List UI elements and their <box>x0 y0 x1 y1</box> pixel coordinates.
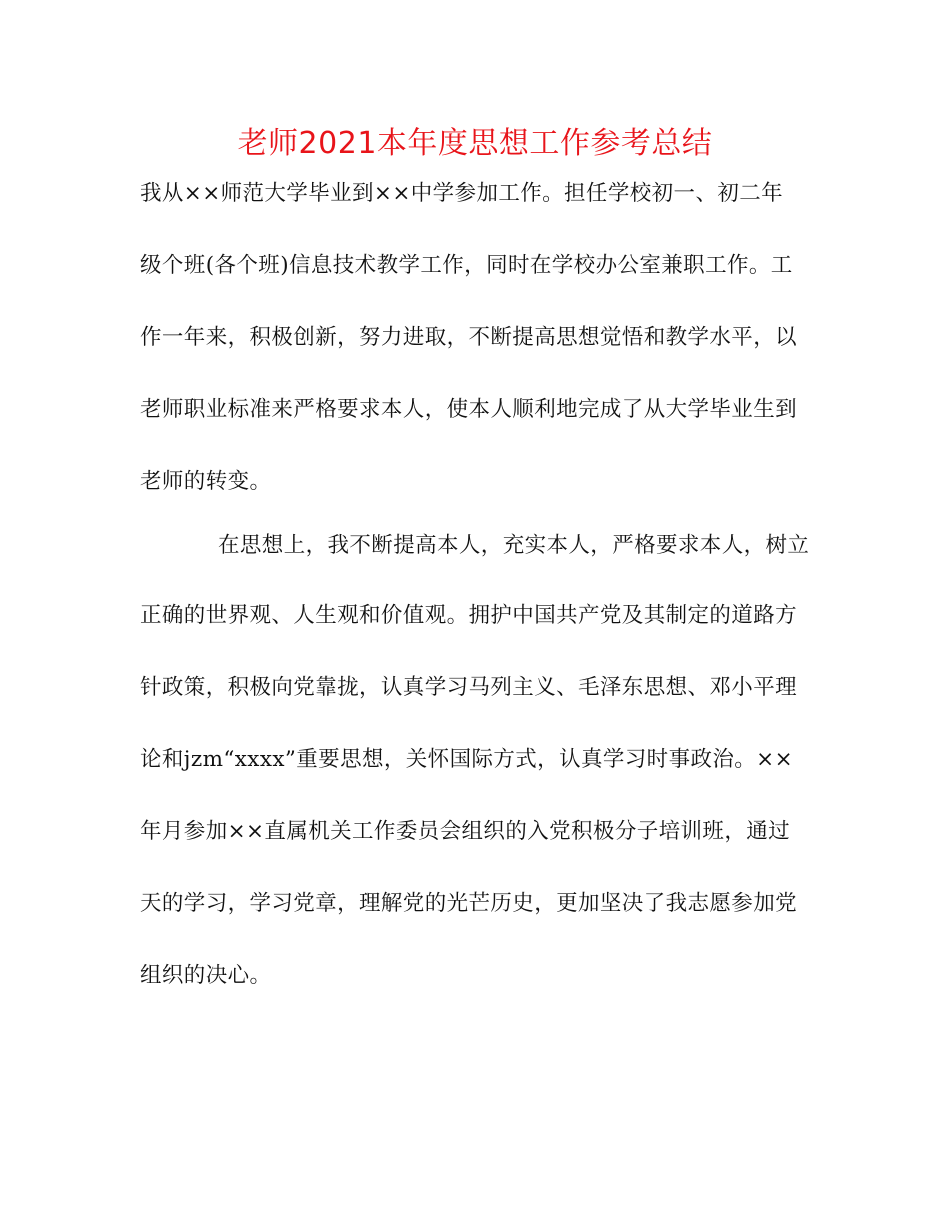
paragraph-2-line-4: 论和jzm“xxxx”重要思想，关怀国际方式，认真学习时事政治。×× <box>140 747 793 772</box>
paragraph-2-line-5: 年月参加××直属机关工作委员会组织的入党积极分子培训班，通过 <box>140 819 791 844</box>
paragraph-1-line-5: 老师的转变。 <box>140 469 272 494</box>
paragraph-2-line-6: 天的学习，学习党章，理解党的光芒历史，更加坚决了我志愿参加党 <box>140 891 798 916</box>
paragraph-2-line-3: 针政策，积极向党靠拢，认真学习马列主义、毛泽东思想、邓小平理 <box>140 675 798 700</box>
paragraph-1-line-3: 作一年来，积极创新，努力进取，不断提高思想觉悟和教学水平，以 <box>140 325 798 350</box>
paragraph-1-line-1: 我从××师范大学毕业到××中学参加工作。担任学校初一、初二年 <box>140 181 784 206</box>
paragraph-2-line-1: 在思想上，我不断提高本人，充实本人，严格要求本人，树立 <box>218 533 810 558</box>
paragraph-2-line-7: 组织的决心。 <box>140 963 272 988</box>
paragraph-2-line-2: 正确的世界观、人生观和价值观。拥护中国共产党及其制定的道路方 <box>140 603 798 628</box>
paragraph-1-line-2: 级个班(各个班)信息技术教学工作，同时在学校办公室兼职工作。工 <box>140 253 793 278</box>
document-title: 老师2021本年度思想工作参考总结 <box>237 126 713 161</box>
paragraph-1-line-4: 老师职业标准来严格要求本人，使本人顺利地完成了从大学毕业生到 <box>140 397 798 422</box>
